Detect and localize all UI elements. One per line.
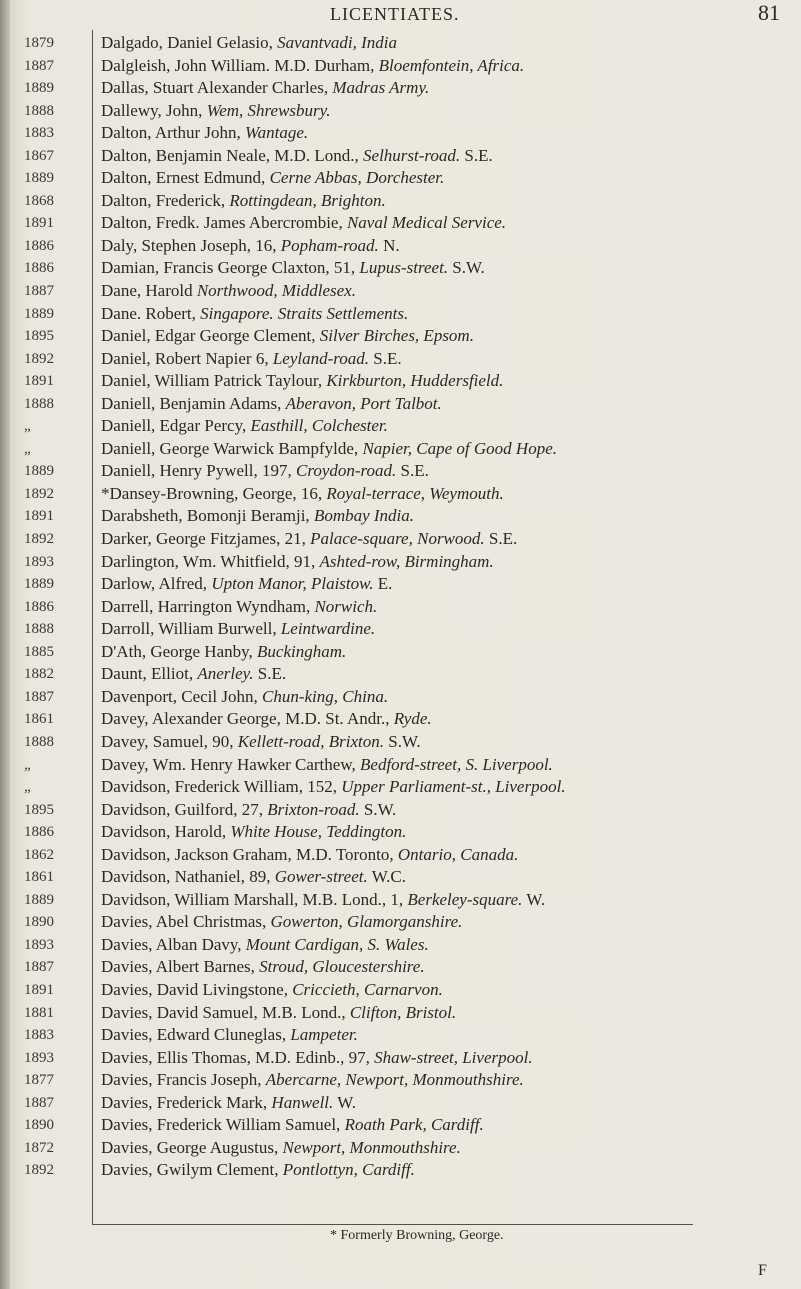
- entry-address: Berkeley-square.: [407, 889, 523, 909]
- licentiate-entry: [101, 844, 791, 867]
- entry-district: S.W.: [359, 799, 397, 819]
- licentiate-entry: [101, 483, 791, 506]
- entry-address: Gowerton, Glamorganshire.: [270, 912, 463, 932]
- printer-signature: F: [758, 1262, 767, 1279]
- entry-district: S.E.: [396, 461, 429, 481]
- entry-name: Darker, George Fitzjames, 21,: [101, 529, 311, 549]
- entry-address: Lampeter.: [290, 1025, 358, 1045]
- entry-name: Dalton, Benjamin Neale, M.D. Lond.,: [101, 145, 364, 165]
- licentiate-entry: [101, 77, 791, 100]
- entry-name: *Dansey-Browning, George, 16,: [101, 483, 327, 503]
- entry-name: Daniel, Robert Napier 6,: [101, 348, 273, 368]
- entry-address: Wem, Shrewsbury.: [206, 100, 331, 120]
- year-entry: 1895: [24, 328, 54, 345]
- entry-address: Wantage.: [245, 123, 309, 143]
- entry-name: Davies, David Livingstone,: [101, 979, 293, 999]
- licentiate-entry: [101, 1002, 791, 1025]
- year-entry: 1888: [24, 102, 54, 119]
- entry-name: Darroll, William Burwell,: [101, 619, 281, 639]
- entry-address: Bedford-street, S. Liverpool.: [360, 754, 553, 774]
- year-entry: 1886: [24, 237, 54, 254]
- licentiate-entry: [101, 235, 791, 258]
- entry-name: Davies, Francis Joseph,: [101, 1070, 266, 1090]
- entry-name: Davies, Abel Christmas,: [101, 912, 271, 932]
- binding-shadow: [0, 0, 10, 1289]
- entry-name: Dallewy, John,: [101, 100, 207, 120]
- entry-name: Dalton, Frederick,: [101, 190, 230, 210]
- entry-address: Chun-king, China.: [262, 686, 389, 706]
- entry-name: Davidson, Harold,: [101, 822, 231, 842]
- year-entry: 1891: [24, 981, 54, 998]
- year-column: [24, 32, 80, 1182]
- entry-address: Clifton, Bristol.: [349, 1002, 457, 1022]
- entry-district: S.E.: [253, 664, 287, 684]
- year-entry: 1893: [24, 553, 54, 570]
- entry-address: Bombay India.: [313, 506, 415, 526]
- entry-address: Madras Army.: [332, 78, 430, 98]
- entry-address: Aberavon, Port Talbot.: [285, 393, 442, 413]
- licentiate-entry: [101, 190, 791, 213]
- year-entry: 1895: [24, 801, 54, 818]
- licentiate-entry: [101, 821, 791, 844]
- licentiate-entry: [101, 145, 791, 168]
- entry-name: Davenport, Cecil John,: [101, 686, 262, 706]
- entry-address: Leyland-road.: [272, 348, 370, 368]
- entry-address: Stroud, Gloucestershire.: [259, 957, 425, 977]
- entry-name: Darrell, Harrington Wyndham,: [101, 596, 315, 616]
- footnote-rule: [93, 1224, 693, 1225]
- licentiate-entry: [101, 32, 791, 55]
- year-entry: 1868: [24, 192, 54, 209]
- entry-name: Daniell, Benjamin Adams,: [101, 393, 286, 413]
- licentiate-entry: [101, 122, 791, 145]
- year-entry: 1893: [24, 936, 54, 953]
- year-entry: 1887: [24, 283, 54, 300]
- entry-address: Criccieth, Carnarvon.: [292, 979, 443, 999]
- licentiate-entry: [101, 1092, 791, 1115]
- year-entry: 1891: [24, 373, 54, 390]
- licentiate-entry: [101, 303, 791, 326]
- entry-name: Daniell, George Warwick Bampfylde,: [101, 438, 363, 458]
- entry-address: Ryde.: [393, 709, 432, 729]
- entry-name: Daniell, Henry Pywell, 197,: [101, 461, 296, 481]
- entry-name: Davidson, Guilford, 27,: [101, 799, 268, 819]
- year-entry: „: [24, 418, 31, 435]
- licentiate-entry: [101, 348, 791, 371]
- entry-name: Dallas, Stuart Alexander Charles,: [101, 78, 333, 98]
- licentiate-entry: [101, 1114, 791, 1137]
- entry-address: White House, Teddington.: [230, 822, 407, 842]
- entry-name: Davies, David Samuel, M.B. Lond.,: [101, 1002, 350, 1022]
- year-entry: 1888: [24, 621, 54, 638]
- licentiate-entry: [101, 618, 791, 641]
- entry-name: Daniel, William Patrick Taylour,: [101, 371, 327, 391]
- year-entry: 1888: [24, 395, 54, 412]
- entry-address: Upton Manor, Plaistow.: [211, 574, 374, 594]
- entry-address: Ontario, Canada.: [397, 844, 519, 864]
- year-entry: 1883: [24, 1027, 54, 1044]
- licentiate-entry: [101, 1069, 791, 1092]
- year-entry: 1889: [24, 463, 54, 480]
- entry-name: Dalgleish, John William. M.D. Durham,: [101, 55, 379, 75]
- footnote: * Formerly Browning, George.: [330, 1228, 504, 1243]
- licentiate-entry: [101, 663, 791, 686]
- entry-name: Darlow, Alfred,: [101, 574, 212, 594]
- entry-address: Bloemfontein, Africa.: [378, 55, 525, 75]
- entry-address: Ashted-row, Birmingham.: [319, 551, 494, 571]
- entry-name: Davies, Edward Cluneglas,: [101, 1025, 291, 1045]
- licentiate-list: [101, 32, 791, 1182]
- licentiate-entry: [101, 212, 791, 235]
- year-entry: 1889: [24, 576, 54, 593]
- licentiate-entry: [101, 460, 791, 483]
- licentiate-entry: [101, 528, 791, 551]
- entry-address: Croydon-road.: [296, 461, 397, 481]
- entry-district: S.E.: [460, 145, 493, 165]
- entry-address: Lupus-street.: [359, 258, 449, 278]
- licentiate-entry: [101, 776, 791, 799]
- licentiate-entry: [101, 505, 791, 528]
- licentiate-entry: [101, 1137, 791, 1160]
- entry-address: Upper Parliament-st., Liverpool.: [341, 777, 566, 797]
- entry-name: Dalton, Fredk. James Abercrombie,: [101, 213, 347, 233]
- licentiate-entry: [101, 280, 791, 303]
- entry-district: S.E.: [369, 348, 402, 368]
- entry-address: Napier, Cape of Good Hope.: [362, 438, 557, 458]
- year-entry: 1892: [24, 1162, 54, 1179]
- year-entry: 1883: [24, 125, 54, 142]
- licentiate-entry: [101, 325, 791, 348]
- licentiate-entry: [101, 866, 791, 889]
- licentiate-entry: [101, 438, 791, 461]
- entry-address: Rottingdean, Brighton.: [229, 190, 386, 210]
- licentiate-entry: [101, 889, 791, 912]
- licentiate-entry: [101, 415, 791, 438]
- entry-address: Mount Cardigan, S. Wales.: [245, 934, 429, 954]
- entry-name: Davidson, William Marshall, M.B. Lond., 1,: [101, 889, 408, 909]
- entry-name: Darabsheth, Bomonji Beramji,: [101, 506, 314, 526]
- year-entry: 1881: [24, 1004, 54, 1021]
- year-entry: 1867: [24, 147, 54, 164]
- entry-name: Dalgado, Daniel Gelasio,: [101, 33, 278, 52]
- entry-address: Naval Medical Service.: [346, 213, 507, 233]
- licentiate-entry: [101, 708, 791, 731]
- entry-name: Davies, Albert Barnes,: [101, 957, 260, 977]
- entry-district: W.C.: [367, 867, 407, 887]
- year-entry: „: [24, 756, 31, 773]
- year-entry: 1885: [24, 643, 54, 660]
- year-entry: 1892: [24, 485, 54, 502]
- licentiate-entry: [101, 911, 791, 934]
- entry-address: Gower-street.: [274, 867, 368, 887]
- entry-address: Anerley.: [197, 664, 254, 684]
- entry-name: Davey, Samuel, 90,: [101, 731, 238, 751]
- entry-district: W.: [522, 889, 546, 909]
- entry-address: Kellett-road, Brixton.: [237, 731, 384, 751]
- year-entry: 1889: [24, 80, 54, 97]
- year-entry: 1879: [24, 35, 54, 51]
- licentiate-entry: [101, 731, 791, 754]
- year-entry: 1890: [24, 914, 54, 931]
- year-entry: 1882: [24, 666, 54, 683]
- year-entry: 1892: [24, 350, 54, 367]
- entry-name: Davidson, Jackson Graham, M.D. Toronto,: [101, 844, 398, 864]
- entry-name: Dane, Harold: [101, 281, 197, 301]
- year-entry: 1889: [24, 170, 54, 187]
- entry-address: Popham-road.: [280, 235, 379, 255]
- entry-address: Silver Birches, Epsom.: [319, 326, 474, 346]
- entry-address: Roath Park, Cardiff.: [344, 1115, 484, 1135]
- entry-address: Savantvadi, India: [277, 33, 398, 52]
- entry-name: Dane. Robert,: [101, 303, 201, 323]
- year-entry: 1888: [24, 733, 54, 750]
- entry-name: Daly, Stephen Joseph, 16,: [101, 235, 281, 255]
- entry-address: Norwich.: [314, 596, 378, 616]
- entry-address: Royal-terrace, Weymouth.: [326, 483, 504, 503]
- year-entry: 1887: [24, 688, 54, 705]
- licentiate-entry: [101, 393, 791, 416]
- year-entry: 1890: [24, 1117, 54, 1134]
- licentiate-entry: [101, 686, 791, 709]
- entry-address: Singapore. Straits Settlements.: [200, 303, 409, 323]
- year-entry: 1892: [24, 531, 54, 548]
- entry-address: Brixton-road.: [267, 799, 360, 819]
- entry-address: Cerne Abbas, Dorchester.: [269, 168, 445, 188]
- entry-district: N.: [378, 235, 400, 255]
- licentiate-entry: [101, 1159, 791, 1182]
- year-entry: 1893: [24, 1049, 54, 1066]
- licentiate-entry: [101, 934, 791, 957]
- licentiate-entry: [101, 167, 791, 190]
- year-entry: 1889: [24, 305, 54, 322]
- licentiate-entry: [101, 799, 791, 822]
- entry-name: Damian, Francis George Claxton, 51,: [101, 258, 360, 278]
- running-header: LICENTIATES.: [330, 4, 460, 24]
- entry-name: Daniell, Edgar Percy,: [101, 416, 251, 436]
- entry-address: Buckingham.: [257, 641, 347, 661]
- entry-name: Davey, Wm. Henry Hawker Carthew,: [101, 754, 361, 774]
- licentiate-entry: [101, 641, 791, 664]
- entry-address: Leintwardine.: [280, 619, 376, 639]
- entry-name: Davies, Frederick William Samuel,: [101, 1115, 345, 1135]
- year-entry: „: [24, 779, 31, 796]
- entry-address: Selhurst-road.: [363, 145, 461, 165]
- licentiate-entry: [101, 596, 791, 619]
- entry-district: E.: [373, 574, 393, 594]
- licentiate-entry: [101, 573, 791, 596]
- entry-address: Easthill, Colchester.: [250, 416, 388, 436]
- entry-address: Newport, Monmouthshire.: [282, 1137, 461, 1157]
- licentiate-entry: [101, 551, 791, 574]
- entry-name: Darlington, Wm. Whitfield, 91,: [101, 551, 320, 571]
- year-entry: „: [24, 440, 31, 457]
- licentiate-entry: [101, 1047, 791, 1070]
- year-entry: 1891: [24, 508, 54, 525]
- entry-address: Kirkburton, Huddersfield.: [326, 371, 504, 391]
- year-entry: 1886: [24, 260, 54, 277]
- year-entry: 1886: [24, 824, 54, 841]
- year-entry: 1877: [24, 1072, 54, 1089]
- entry-district: S.W.: [383, 731, 421, 751]
- entry-name: Davidson, Nathaniel, 89,: [101, 867, 275, 887]
- entry-name: Davies, George Augustus,: [101, 1137, 283, 1157]
- year-entry: 1887: [24, 57, 54, 74]
- licentiate-entry: [101, 979, 791, 1002]
- column-divider: [92, 30, 93, 1225]
- entry-name: Dalton, Ernest Edmund,: [101, 168, 270, 188]
- year-entry: 1889: [24, 891, 54, 908]
- entry-district: S.E.: [484, 529, 518, 549]
- year-entry: 1886: [24, 598, 54, 615]
- licentiate-entry: [101, 55, 791, 78]
- licentiate-entry: [101, 956, 791, 979]
- licentiate-entry: [101, 1024, 791, 1047]
- year-entry: 1887: [24, 959, 54, 976]
- year-entry: 1862: [24, 846, 54, 863]
- entry-name: Dalton, Arthur John,: [101, 123, 246, 143]
- licentiate-entry: [101, 257, 791, 280]
- year-entry: 1891: [24, 215, 54, 232]
- entry-address: Abercarne, Newport, Monmouthshire.: [265, 1070, 524, 1090]
- entry-name: Davies, Frederick Mark,: [101, 1092, 272, 1112]
- page-number: 81: [758, 0, 780, 25]
- year-entry: 1861: [24, 711, 54, 728]
- entry-address: Pontlottyn, Cardiff.: [282, 1160, 415, 1180]
- entry-district: S.W.: [448, 258, 485, 278]
- entry-district: W.: [333, 1092, 356, 1112]
- entry-name: Daunt, Elliot,: [101, 664, 198, 684]
- entry-name: Davey, Alexander George, M.D. St. Andr.,: [101, 709, 394, 729]
- entry-name: Davies, Gwilym Clement,: [101, 1160, 283, 1180]
- year-entry: 1872: [24, 1139, 54, 1156]
- entry-name: Davies, Alban Davy,: [101, 934, 246, 954]
- entry-address: Shaw-street, Liverpool.: [374, 1047, 533, 1067]
- licentiate-entry: [101, 100, 791, 123]
- licentiate-entry: [101, 370, 791, 393]
- entry-name: Davies, Ellis Thomas, M.D. Edinb., 97,: [101, 1047, 375, 1067]
- licentiate-entry: [101, 754, 791, 777]
- entry-name: Daniel, Edgar George Clement,: [101, 326, 320, 346]
- entry-address: Palace-square, Norwood.: [310, 529, 485, 549]
- entry-name: D'Ath, George Hanby,: [101, 641, 258, 661]
- year-entry: 1887: [24, 1094, 54, 1111]
- entry-name: Davidson, Frederick William, 152,: [101, 777, 342, 797]
- year-entry: 1861: [24, 869, 54, 886]
- entry-address: Hanwell.: [271, 1092, 334, 1112]
- entry-address: Northwood, Middlesex.: [196, 281, 356, 301]
